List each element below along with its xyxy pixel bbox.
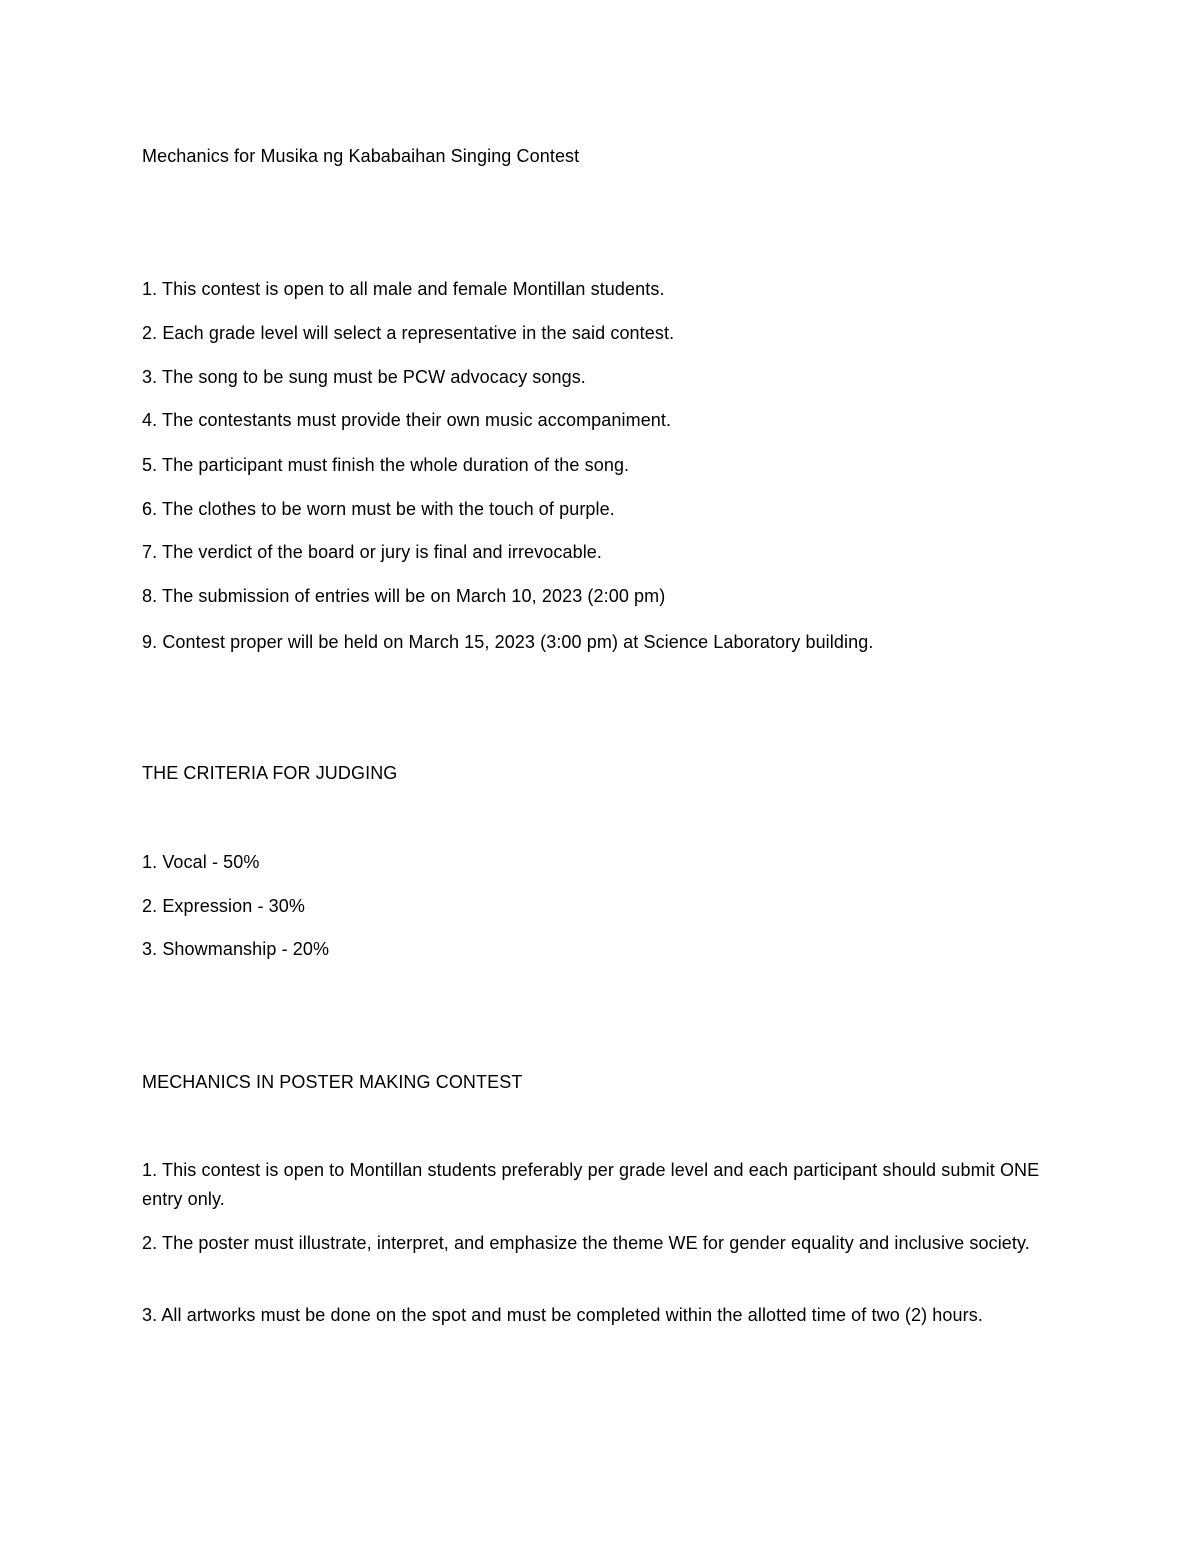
singing-rule-5: 5. The participant must finish the whole duration of the song. (142, 455, 630, 475)
singing-rule-2: 2. Each grade level will select a representative in the said contest. (142, 323, 675, 343)
singing-rule-4: 4. The contestants must provide their own music accompaniment. (142, 410, 672, 430)
poster-rule-3: 3. All artworks must be done on the spot and must be completed within the allotted time of two (2) hours. (142, 1305, 983, 1325)
poster-rule-2: 2. The poster must illustrate, interpret, and emphasize the theme WE for gender equality and inclusive society. (142, 1233, 1030, 1253)
criteria-title: THE CRITERIA FOR JUDGING (142, 763, 398, 783)
poster-contest-title: MECHANICS IN POSTER MAKING CONTEST (142, 1072, 523, 1092)
poster-rule-1: 1. This contest is open to Montillan students preferably per grade level and each participant should submit ONE entry only. (142, 1160, 1040, 1209)
singing-rule-9: 9. Contest proper will be held on March 15, 2023 (3:00 pm) at Science Laboratory building. (142, 632, 874, 652)
criteria-item-2: 2. Expression - 30% (142, 896, 305, 916)
singing-rule-3: 3. The song to be sung must be PCW advocacy songs. (142, 367, 586, 387)
singing-rule-8: 8. The submission of entries will be on March 10, 2023 (2:00 pm) (142, 586, 666, 606)
criteria-item-1: 1. Vocal - 50% (142, 852, 260, 872)
singing-rule-1: 1. This contest is open to all male and female Montillan students. (142, 279, 665, 299)
singing-contest-title: Mechanics for Musika ng Kababaihan Singing Contest (142, 146, 580, 166)
singing-rule-7: 7. The verdict of the board or jury is final and irrevocable. (142, 542, 603, 562)
criteria-item-3: 3. Showmanship - 20% (142, 939, 330, 959)
singing-rule-6: 6. The clothes to be worn must be with the touch of purple. (142, 499, 615, 519)
